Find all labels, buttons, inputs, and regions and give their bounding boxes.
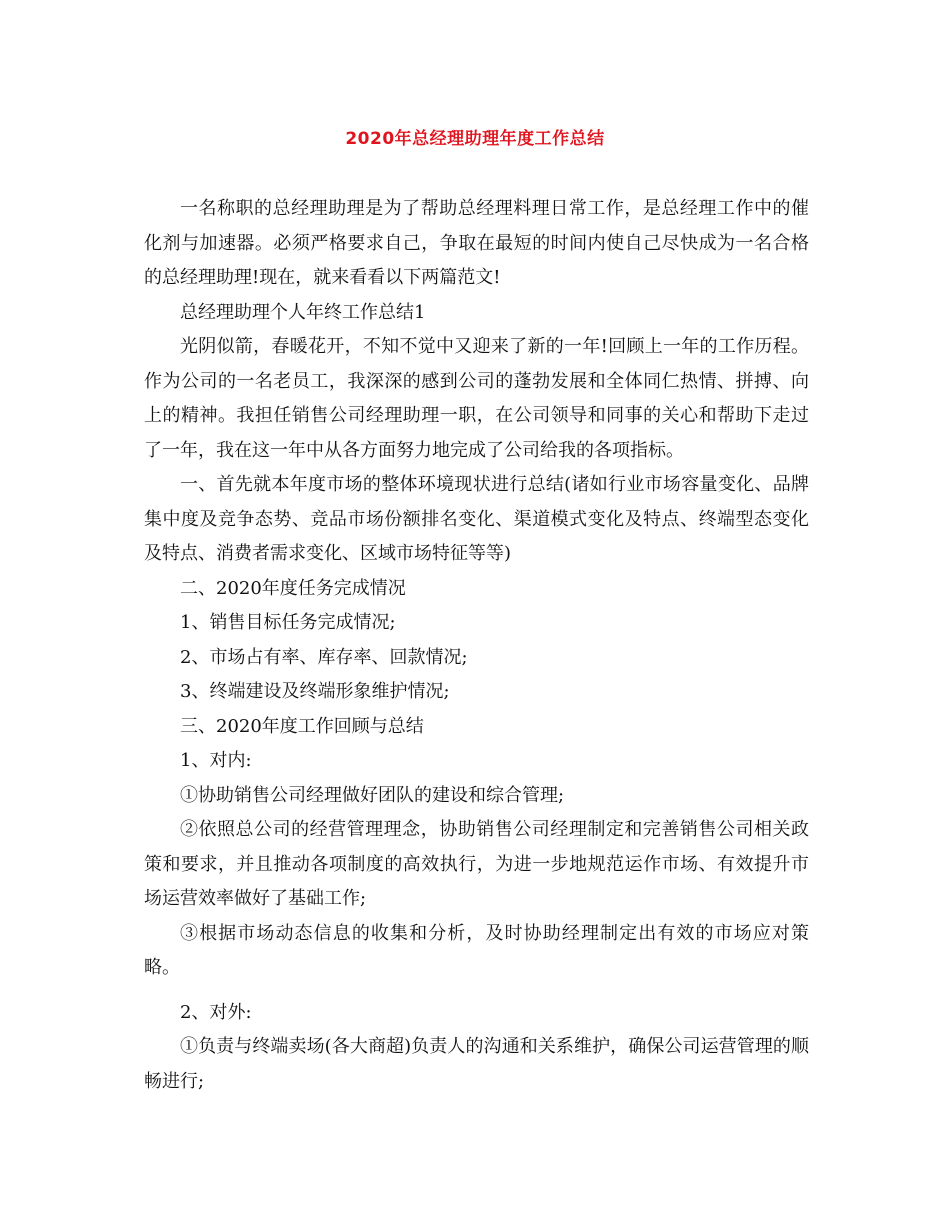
list-item-internal-3: ③根据市场动态信息的收集和分析，及时协助经理制定出有效的市场应对策略。 — [144, 922, 809, 978]
document-body — [144, 192, 809, 1099]
list-item-sales-target: 1、销售目标任务完成情况; — [180, 612, 396, 633]
subsection-internal-heading: 1、对内: — [180, 750, 252, 771]
section-three-heading: 三、2020年度工作回顾与总结 — [180, 715, 424, 737]
opening-paragraph: 光阴似箭，春暖花开，不知不觉中又迎来了新的一年!回顾上一年的工作历程。作为公司的一名老员工，我深深的感到公司的蓬勃发展和全体同仁热情、拼搏、向上的精神。我担任销售公司经理助理一职，在公司领导和同事的关心和帮助下走过了一年，我在这一年中从各方面努力地完成了公司给我的各项指标。 — [144, 336, 809, 461]
subsection-external-heading: 2、对外: — [180, 1001, 252, 1023]
document-title: 2020年总经理助理年度工作总结 — [345, 129, 605, 149]
list-item-market-share: 2、市场占有率、库存率、回款情况; — [180, 646, 468, 668]
list-item-external-1: ①负责与终端卖场(各大商超)负责人的沟通和关系维护，确保公司运营管理的顺畅进行; — [144, 1036, 809, 1092]
list-item-internal-2: ②依照总公司的经营管理理念，协助销售公司经理制定和完善销售公司相关政策和要求，并且推动各项制度的高效执行，为进一步地规范运作市场、有效提升市场运营效率做好了基础工作; — [144, 819, 809, 909]
list-item-internal-1: ①协助销售公司经理做好团队的建设和综合管理; — [180, 784, 565, 806]
section-heading-summary-1: 总经理助理个人年终工作总结1 — [180, 301, 426, 323]
list-item-terminal-construction: 3、终端建设及终端形象维护情况; — [180, 681, 450, 702]
section-two-heading: 二、2020年度任务完成情况 — [180, 577, 406, 599]
section-one-paragraph: 一、首先就本年度市场的整体环境现状进行总结(诸如行业市场容量变化、品牌集中度及竞争态势、竞品市场份额排名变化、渠道模式变化及特点、终端型态变化及特点、消费者需求变化、区域市场特征等等) — [144, 474, 809, 564]
intro-paragraph: 一名称职的总经理助理是为了帮助总经理料理日常工作，是总经理工作中的催化剂与加速器。必须严格要求自己，争取在最短的时间内使自己尽快成为一名合格的总经理助理!现在，就来看看以下两篇范文! — [144, 198, 809, 288]
